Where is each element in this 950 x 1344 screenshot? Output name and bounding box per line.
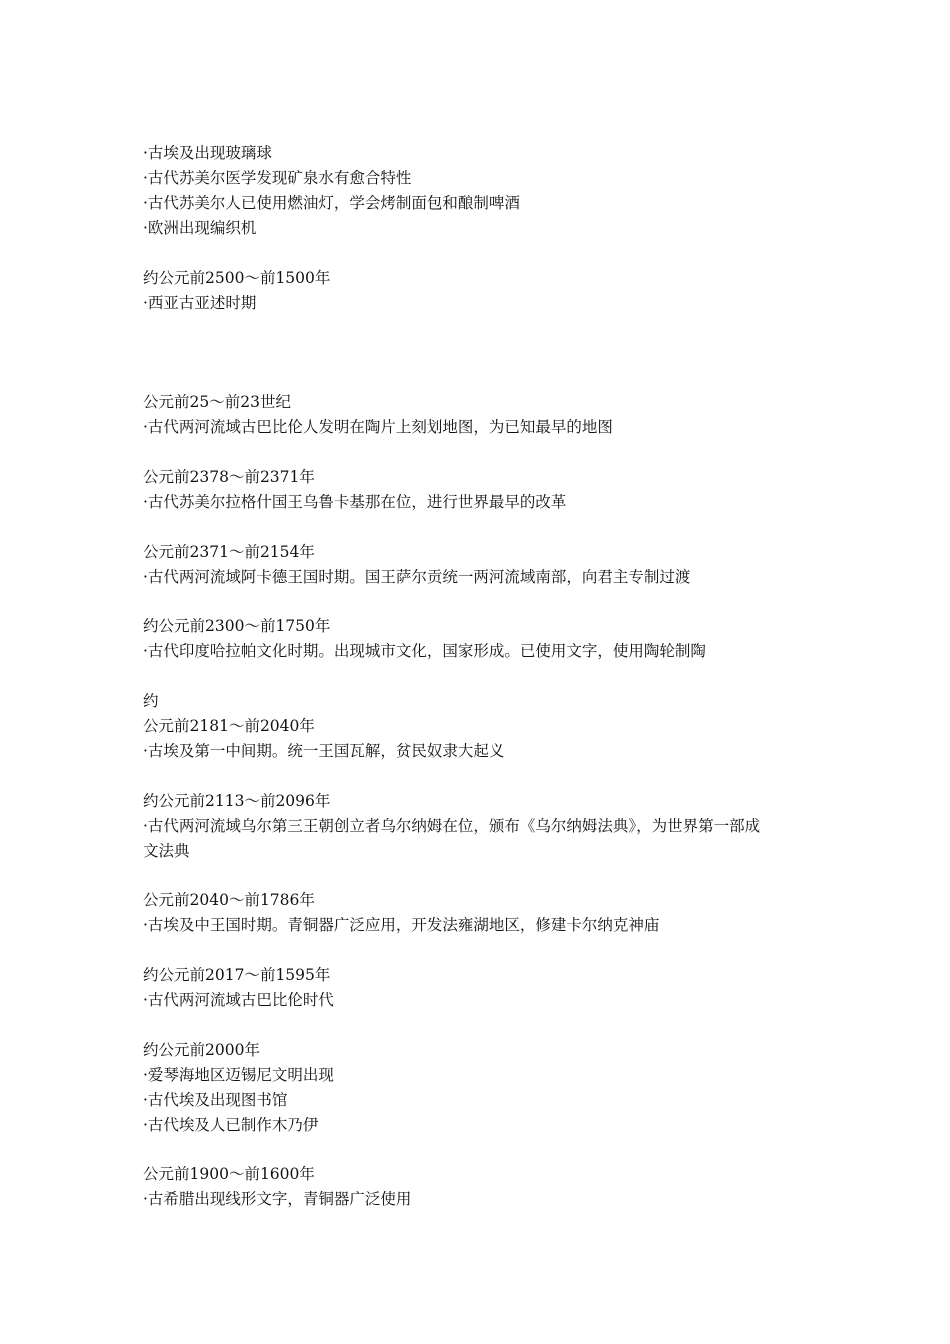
date-heading: 公元前2371～前2154年 <box>143 543 315 561</box>
text-line: ·西亚古亚述时期 <box>143 294 257 312</box>
text-line: ·古代苏美尔人已使用燃油灯，学会烤制面包和酿制啤酒 <box>143 194 520 212</box>
text-line: ·古代两河流域古巴比伦时代 <box>143 991 334 1009</box>
text-line: ·古代苏美尔拉格什国王乌鲁卡基那在位，进行世界最早的改革 <box>143 493 567 511</box>
date-heading: 约公元前2017～前1595年 <box>143 966 331 984</box>
date-heading: 公元前1900～前1600年 <box>143 1165 315 1183</box>
date-heading: 约公元前2113～前2096年 <box>143 792 331 810</box>
text-line: ·古希腊出现线形文字，青铜器广泛使用 <box>143 1190 412 1208</box>
date-heading: 公元前2378～前2371年 <box>143 468 315 486</box>
date-heading: 公元前2040～前1786年 <box>143 891 315 909</box>
text-line: 文法典 <box>143 842 190 860</box>
text-line: ·古代埃及出现图书馆 <box>143 1091 288 1109</box>
text-line: ·古埃及出现玻璃球 <box>143 144 272 162</box>
text-line: ·古代两河流域乌尔第三王朝创立者乌尔纳姆在位，颁布《乌尔纳姆法典》，为世界第一部成 <box>143 817 761 835</box>
text-line: ·古代印度哈拉帕文化时期。出现城市文化，国家形成。已使用文字，使用陶轮制陶 <box>143 642 706 660</box>
date-heading: 约公元前2000年 <box>143 1041 260 1059</box>
text-line: ·古代苏美尔医学发现矿泉水有愈合特性 <box>143 169 412 187</box>
text-line: 约 <box>143 692 159 710</box>
text-line: ·古代两河流域阿卡德王国时期。国王萨尔贡统一两河流域南部，向君主专制过渡 <box>143 568 691 586</box>
date-heading: 公元前25～前23世纪 <box>143 393 291 411</box>
text-line: ·古埃及中王国时期。青铜器广泛应用，开发法雍湖地区，修建卡尔纳克神庙 <box>143 916 660 934</box>
text-line: ·古埃及第一中间期。统一王国瓦解，贫民奴隶大起义 <box>143 742 505 760</box>
text-line: ·爱琴海地区迈锡尼文明出现 <box>143 1066 334 1084</box>
date-heading: 约公元前2300～前1750年 <box>143 617 331 635</box>
date-heading: 约公元前2500～前1500年 <box>143 269 331 287</box>
text-line: ·古代埃及人已制作木乃伊 <box>143 1116 319 1134</box>
date-heading: 公元前2181～前2040年 <box>143 717 315 735</box>
text-line: ·欧洲出现编织机 <box>143 219 257 237</box>
text-line: ·古代两河流域古巴比伦人发明在陶片上刻划地图，为已知最早的地图 <box>143 418 613 436</box>
